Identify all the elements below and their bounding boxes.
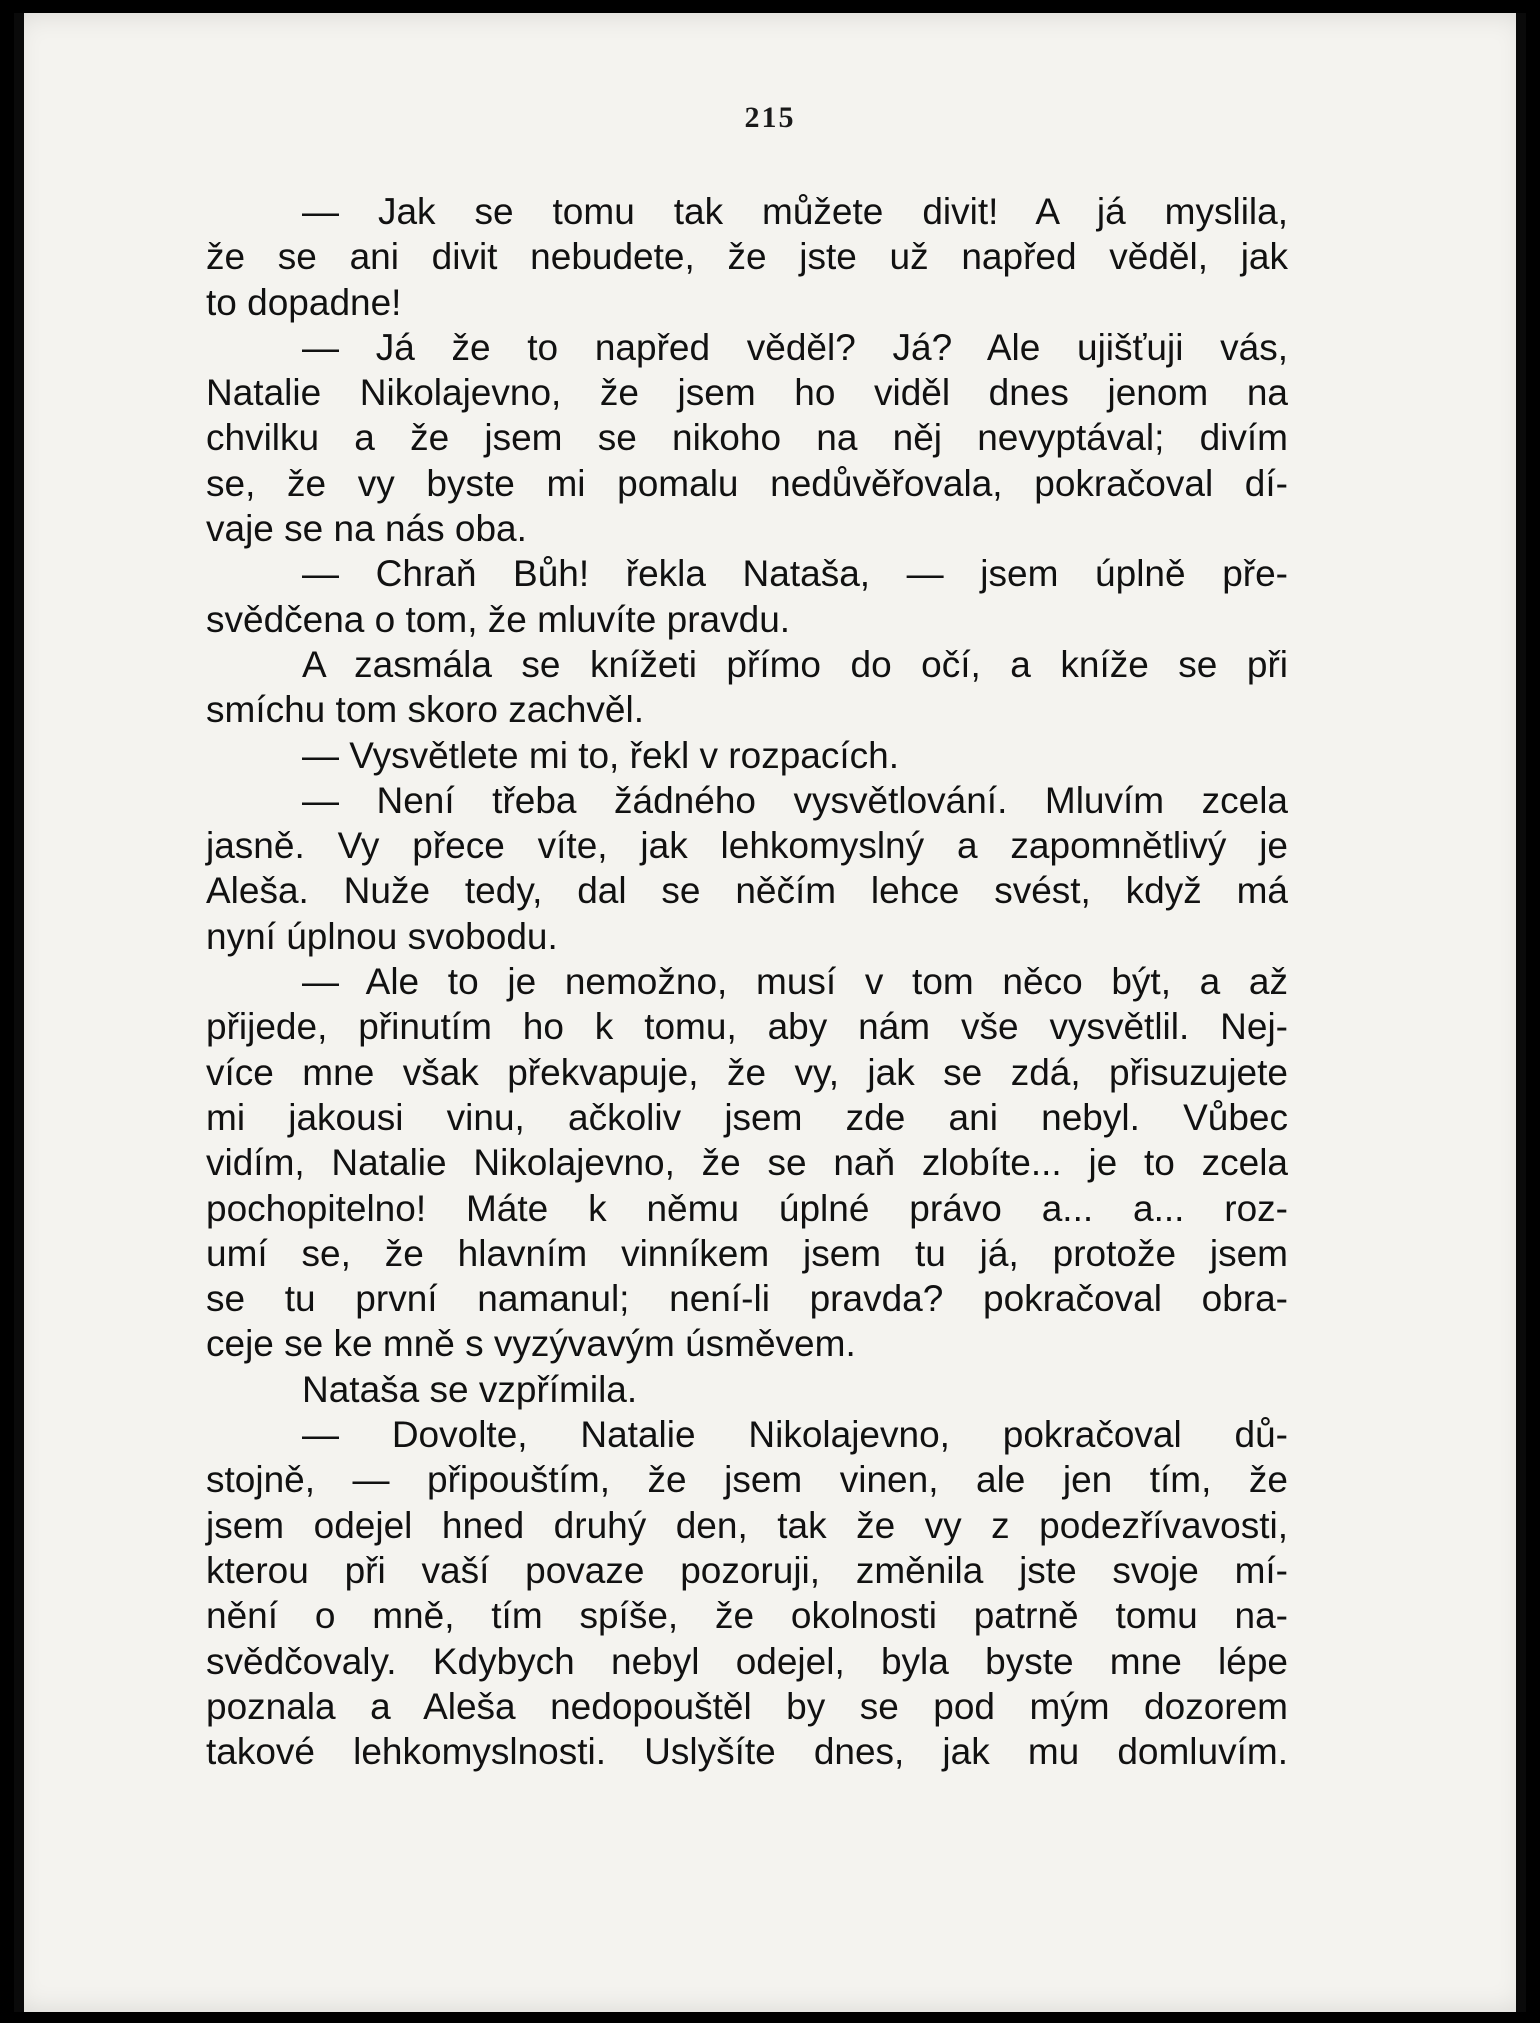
text-line: přijede, přinutím ho k tomu, aby nám vše vysvětlil. Nej- — [206, 1006, 1288, 1048]
text-line: jsem odejel hned druhý den, tak že vy z podezřívavosti, — [206, 1504, 1288, 1546]
text-line: — Není třeba žádného vysvětlování. Mluvím zcela — [302, 779, 1288, 821]
text-line: svědčovaly. Kdybych nebyl odejel, byla byste mne lépe — [206, 1640, 1288, 1682]
text-line: — Chraň Bůh! řekla Nataša, — jsem úplně pře- — [302, 553, 1288, 595]
text-line: poznala a Aleša nedopouštěl by se pod mým dozorem — [206, 1685, 1288, 1727]
text-line: nyní úplnou svobodu. — [206, 915, 558, 957]
text-line: Aleša. Nuže tedy, dal se něčím lehce svést, když má — [206, 870, 1288, 912]
text-line: stojně, — připouštím, že jsem vinen, ale jen tím, že — [206, 1459, 1288, 1501]
text-line: chvilku a že jsem se nikoho na něj nevyptával; divím — [206, 417, 1288, 459]
scan-edge-left — [14, 13, 24, 2012]
text-line: vaje se na nás oba. — [206, 508, 527, 550]
text-line: to dopadne! — [206, 281, 402, 323]
text-line: Nataša se vzpřímila. — [302, 1368, 638, 1410]
text-line: umí se, že hlavním vinníkem jsem tu já, protože jsem — [206, 1232, 1288, 1274]
text-line: kterou při vaší povaze pozoruji, změnila jste svoje mí- — [206, 1549, 1288, 1591]
text-line: — Já že to napřed věděl? Já? Ale ujišťuji vás, — [302, 326, 1288, 368]
text-line: smíchu tom skoro zachvěl. — [206, 689, 644, 731]
text-line: že se ani divit nebudete, že jste už napřed věděl, jak — [206, 236, 1288, 278]
text-line: se, že vy byste mi pomalu nedůvěřovala, pokračoval dí- — [206, 462, 1288, 504]
text-line: vidím, Natalie Nikolajevno, že se naň zlobíte... je to zcela — [206, 1142, 1288, 1184]
text-line: se tu první namanul; není-li pravda? pokračoval obra- — [206, 1278, 1288, 1320]
text-line: nění o mně, tím spíše, že okolnosti patrně tomu na- — [206, 1595, 1288, 1637]
text-line: svědčena o tom, že mluvíte pravdu. — [206, 598, 791, 640]
text-line: mi jakousi vinu, ačkoliv jsem zde ani nebyl. Vůbec — [206, 1096, 1288, 1138]
text-line: pochopitelno! Máte k němu úplné právo a... a... roz- — [206, 1187, 1288, 1229]
text-line: — Ale to je nemožno, musí v tom něco být, a až — [302, 961, 1288, 1003]
scan-edge-right — [1516, 13, 1526, 2012]
text-line: Natalie Nikolajevno, že jsem ho viděl dnes jenom na — [206, 372, 1288, 414]
text-line: — Dovolte, Natalie Nikolajevno, pokračoval dů- — [302, 1414, 1288, 1456]
text-line: — Vysvětlete mi to, řekl v rozpacích. — [302, 734, 899, 776]
text-line: A zasmála se knížeti přímo do očí, a kníže se při — [302, 643, 1288, 685]
page-number: 215 — [744, 101, 796, 134]
text-line: jasně. Vy přece víte, jak lehkomyslný a zapomnětlivý je — [206, 825, 1288, 867]
text-line: takové lehkomyslnosti. Uslyšíte dnes, jak mu domluvím. — [206, 1731, 1288, 1773]
book-page — [14, 13, 1526, 2012]
text-line: ceje se ke mně s vyzývavým úsměvem. — [206, 1323, 856, 1365]
text-line: — Jak se tomu tak můžete divit! A já myslila, — [302, 191, 1288, 232]
body-text — [206, 189, 1288, 1774]
text-line: více mne však překvapuje, že vy, jak se zdá, přisuzujete — [206, 1051, 1288, 1093]
